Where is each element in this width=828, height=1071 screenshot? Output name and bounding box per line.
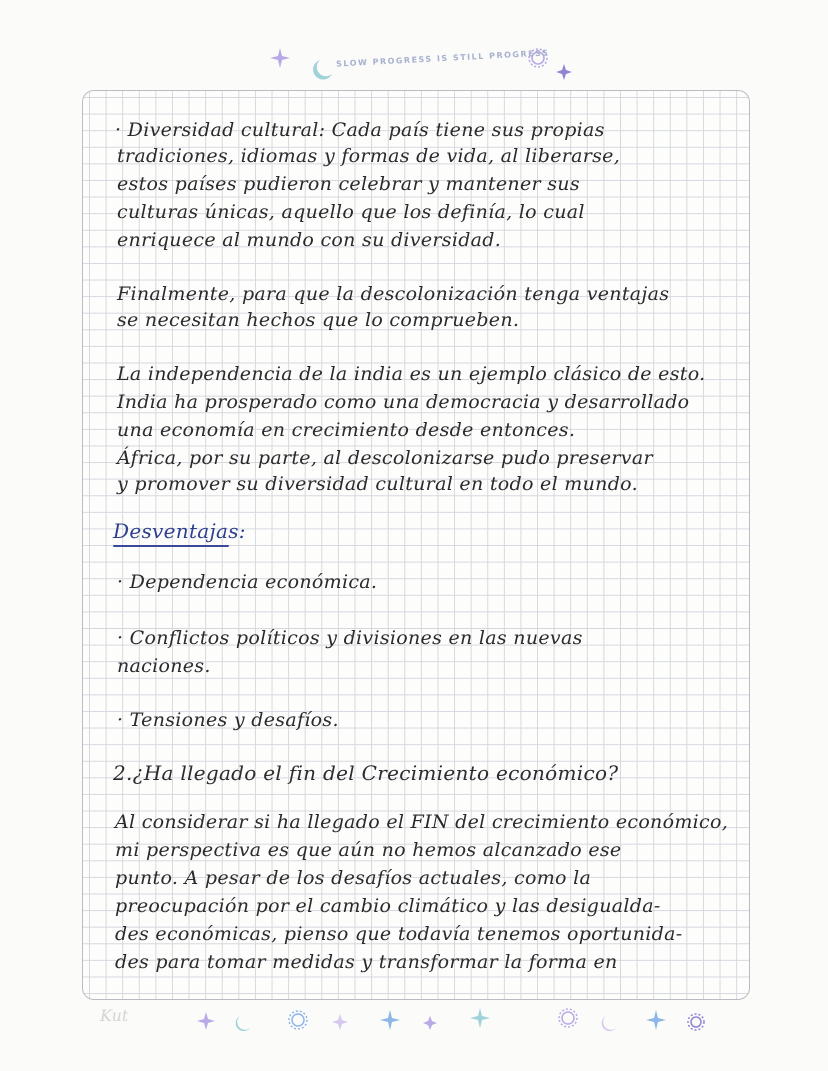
grid-note-sheet <box>82 90 750 1000</box>
note-line: India ha prosperado como una democracia y desarrollado <box>117 391 690 413</box>
sparkle-icon <box>646 1010 666 1030</box>
sparkle-icon <box>470 1008 490 1028</box>
note-line: tradiciones, idiomas y formas de vida, al liberarse, <box>117 145 621 167</box>
note-line: enriquece al mundo con su diversidad. <box>117 229 502 251</box>
note-line: Al considerar si ha llegado el FIN del crecimiento económico, <box>115 811 729 833</box>
star-icon <box>423 1016 437 1030</box>
sun-icon <box>559 1009 577 1027</box>
footer-stickers <box>90 1004 730 1040</box>
note-line: · Diversidad cultural: Cada país tiene sus propias <box>115 119 605 141</box>
note-line: una economía en crecimiento desde entonces. <box>117 419 576 441</box>
star-icon <box>332 1014 348 1030</box>
section-heading-desventajas: Desventajas: <box>113 519 246 543</box>
note-line: mi perspectiva es que aún no hemos alcanzado ese <box>115 839 622 861</box>
note-line: culturas únicas, aquello que los definía, lo cual <box>117 201 585 223</box>
note-line: des económicas, pienso que todavía tenemos oportunida- <box>115 923 683 945</box>
bullet-item: · Tensiones y desafíos. <box>117 709 339 731</box>
bullet-item: · Conflictos políticos y divisiones en las nuevas <box>117 627 583 649</box>
bullet-item: · Dependencia económica. <box>117 571 378 593</box>
note-line: África, por su parte, al descolonizarse pudo preservar <box>117 447 653 469</box>
note-line: y promover su diversidad cultural en todo el mundo. <box>117 473 638 495</box>
note-line: estos países pudieron celebrar y mantener sus <box>117 173 580 195</box>
note-line: punto. A pesar de los desafíos actuales, como la <box>115 867 592 889</box>
note-line: se necesitan hechos que lo comprueben. <box>117 309 520 331</box>
sun-icon <box>289 1011 307 1029</box>
note-line: La independencia de la india es un ejemplo clásico de esto. <box>117 363 706 385</box>
heading-underline <box>113 545 229 547</box>
crescent-moon-icon <box>236 1016 250 1031</box>
sparkle-icon <box>270 48 290 68</box>
note-line: naciones. <box>117 655 211 677</box>
note-line: preocupación por el cambio climático y las desigualda- <box>115 895 661 917</box>
star-icon <box>556 64 572 80</box>
sparkle-icon <box>380 1010 400 1030</box>
note-line: Finalmente, para que la descolonización tenga ventajas <box>117 283 670 305</box>
crescent-moon-icon <box>602 1016 616 1031</box>
header-motto: SLOW PROGRESS IS STILL PROGRESS <box>335 48 550 69</box>
question-heading: 2.¿Ha llegado el fin del Crecimiento económico? <box>113 761 619 785</box>
sun-icon <box>688 1014 704 1030</box>
watermark-kut: Kut <box>100 1006 129 1025</box>
sparkle-icon <box>197 1012 215 1030</box>
note-line: des para tomar medidas y transformar la forma en <box>115 951 618 973</box>
crescent-moon-icon <box>313 60 332 80</box>
